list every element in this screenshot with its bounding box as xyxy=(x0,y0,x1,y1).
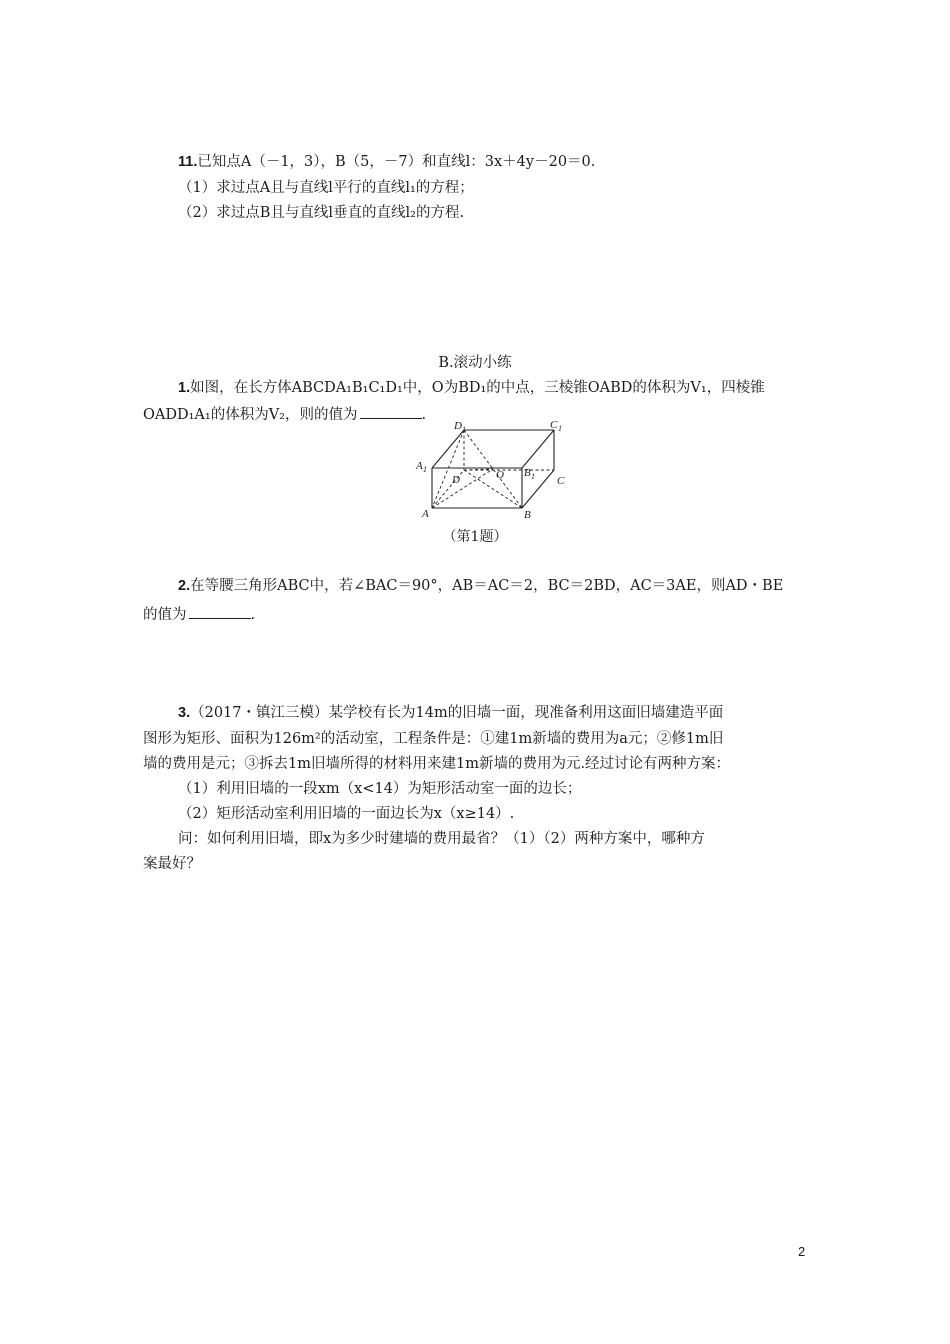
q1-line2-end: . xyxy=(421,407,427,423)
label-A1-sub: 1 xyxy=(423,465,427,474)
q2-text-2: 的值为 xyxy=(143,607,187,623)
q11-line1 xyxy=(178,152,595,172)
page-number: 2 xyxy=(798,1244,806,1259)
q3-option1: （1）利用旧墙的一段xm（x<14）为矩形活动室一面的边长； xyxy=(178,781,582,797)
label-B: B xyxy=(524,509,531,520)
q2-line2 xyxy=(143,603,255,625)
label-D: D xyxy=(452,474,460,486)
label-A: A xyxy=(422,508,429,520)
q1-number: 1. xyxy=(178,380,191,396)
q3-text: （2017・镇江三模）某学校有长为14m的旧墙一面，现准备利用这面旧墙建造平面 xyxy=(190,705,724,721)
label-D1: D xyxy=(454,420,462,432)
q11-part2: （2）求过点B且与直线l垂直的直线l₂的方程. xyxy=(178,205,465,221)
q2-line2-end: . xyxy=(250,607,256,623)
q1-line2 xyxy=(143,403,426,425)
q3-line2: 图形为矩形、面积为126m²的活动室，工程条件是：①建1m新墙的费用为a元；②修1m旧 xyxy=(143,731,724,747)
label-C: C xyxy=(557,475,565,487)
q3-option2: （2）矩形活动室利用旧墙的一面边长为x（x≥14）. xyxy=(178,806,515,822)
label-A1: A xyxy=(416,460,423,472)
q1-text-2: OADD₁A₁的体积为V₂，则的值为 xyxy=(143,407,358,423)
q2-answer-blank xyxy=(189,603,251,619)
q3-question: 问：如何利用旧墙，即x为多少时建墙的费用最省？（1）（2）两种方案中，哪种方 xyxy=(178,831,705,847)
q3-line3: 墙的费用是元；③拆去1m旧墙所得的材料用来建1m新墙的费用为元.经过讨论有两种方案： xyxy=(143,756,731,772)
q11-number: 11. xyxy=(178,154,198,170)
q3-number: 3. xyxy=(178,705,191,721)
q2-line1 xyxy=(178,576,783,596)
q3-question-end: 案最好？ xyxy=(143,856,201,872)
cuboid-figure xyxy=(412,420,572,520)
q2-text: 在等腰三角形ABC中，若∠BAC＝90°，AB＝AC＝2，BC＝2BD，AC＝3AE，则AD・BE xyxy=(190,578,784,594)
label-O: O xyxy=(496,469,504,481)
label-B1-sub: 1 xyxy=(531,472,535,481)
label-C1: C xyxy=(550,420,558,431)
label-C1-sub: 1 xyxy=(558,424,562,433)
section-b-title: B.滚动小练 xyxy=(438,355,512,371)
figure-caption: （第1题） xyxy=(442,529,508,545)
q1-line1 xyxy=(178,378,765,398)
label-B1: B xyxy=(524,467,531,479)
q1-answer-blank xyxy=(360,403,422,419)
q1-text: 如图，在长方体ABCDA₁B₁C₁D₁中，O为BD₁的中点，三棱锥OABD的体积为V₁，四棱锥 xyxy=(190,380,765,396)
q3-line1 xyxy=(178,703,723,723)
q11-part1: （1）求过点A且与直线l平行的直线l₁的方程； xyxy=(178,180,474,196)
q2-number: 2. xyxy=(178,578,191,594)
label-D1-sub: 1 xyxy=(462,425,466,434)
q11-text: 已知点A（－1，3），B（5，－7）和直线l：3x＋4y－20＝0. xyxy=(197,154,596,170)
